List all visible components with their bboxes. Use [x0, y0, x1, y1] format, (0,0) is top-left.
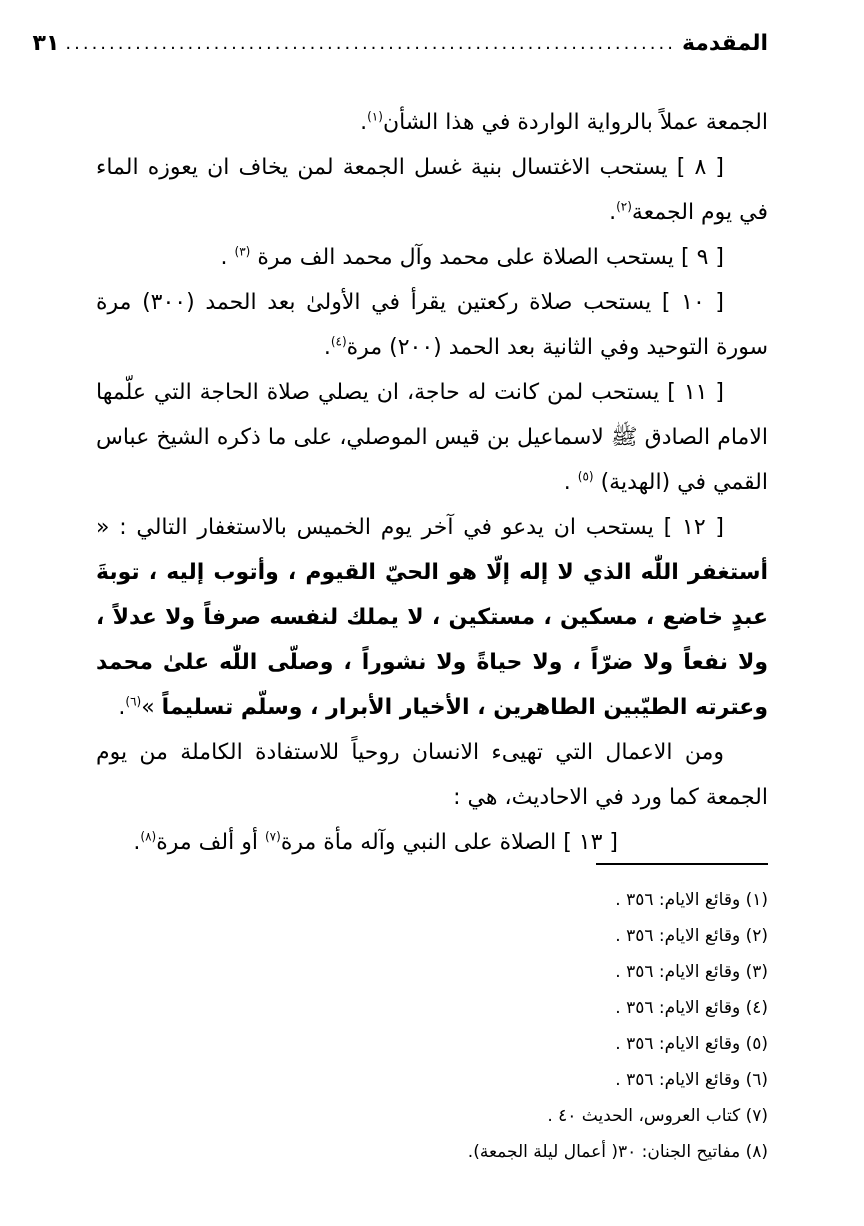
- footnote-7: (٧) كتاب العروس، الحديث ٤٠ .: [547, 1106, 768, 1126]
- footnote-1: (١) وقائع الايام: ٣٥٦ .: [615, 890, 768, 910]
- footnote-8: (٨) مفاتيح الجنان: ٣٠( أعمال ليلة الجمعة).: [467, 1142, 768, 1162]
- chapter-title: المقدمة: [681, 31, 768, 56]
- footnote-ref: (٧): [264, 829, 281, 844]
- footnote-4: (٤) وقائع الايام: ٣٥٦ .: [615, 998, 768, 1018]
- paragraph-tail: .: [563, 470, 578, 495]
- item-12: [96, 505, 768, 730]
- footnote-5: (٥) وقائع الايام: ٣٥٦ .: [615, 1034, 768, 1054]
- paragraph-text: [ ١٣ ] الصلاة على النبي وآله مأة مرة: [280, 830, 618, 855]
- item-10: [96, 280, 768, 370]
- footnote-ref: (٢): [616, 199, 632, 214]
- paragraph-text: ومن الاعمال التي تهيىء الانسان روحياً للاستفادة الكاملة من يوم الجمعة كما ورد في الاحاديث، هي :: [96, 740, 768, 810]
- paragraph-text: أو ألف مرة: [156, 830, 265, 855]
- footnote-ref: (٣): [234, 244, 251, 259]
- paragraph-tail: .: [609, 200, 617, 225]
- prayer-quote: أستغفر اللّٰه الذي لا إله إلّا هو الحيّ القيوم ، وأتوب إليه ، توبةَ عبدٍ خاضع ، مسكين ، مستكين ، لا يملك لنفسه صرفاً ولا عدلاً ، ولا نفعاً ولا ضرّاً ، ولا حياةً ولا نشوراً ، وصلّى اللّٰه علىٰ محمد وعترته الطيّبين الطاهرين ، الأخيار الأبرار ، وسلّم تسليماً: [96, 560, 768, 720]
- paragraph-tail: .: [220, 245, 235, 270]
- page-number: ٣١: [32, 31, 60, 56]
- paragraph-tail: .: [133, 830, 141, 855]
- footnote-ref: (٦): [125, 694, 142, 709]
- running-header: [32, 26, 768, 62]
- footnote-ref: (٥): [577, 469, 594, 484]
- item-11: [96, 370, 768, 505]
- item-9: [96, 235, 768, 280]
- paragraph-text: [ ٩ ] يستحب الصلاة على محمد وآل محمد الف مرة: [250, 245, 724, 270]
- footnote-ref: (١): [367, 109, 383, 124]
- footnote-3: (٣) وقائع الايام: ٣٥٦ .: [615, 962, 768, 982]
- item-13: [96, 820, 768, 865]
- paragraph-intro: [96, 730, 768, 820]
- main-text: [96, 100, 768, 865]
- paragraph-text: [ ١١ ] يستحب لمن كانت له حاجة، ان يصلي صلاة الحاجة التي علّمها الامام الصادق ﷺ لاسماعيل بن قيس الموصلي، على ما ذكره الشيخ عباس القمي في (الهدية): [96, 380, 768, 495]
- footnote-separator: [596, 863, 768, 865]
- leader-dots: ......................................................................: [65, 33, 676, 54]
- paragraph-tail: .: [323, 335, 331, 360]
- quote-close: »: [141, 695, 162, 720]
- paragraph-text: الجمعة عملاً بالرواية الواردة في هذا الشأن: [382, 110, 768, 135]
- paragraph-tail: .: [360, 110, 368, 135]
- footnote-ref: (٤): [330, 334, 347, 349]
- footnote-6: (٦) وقائع الايام: ٣٥٦ .: [615, 1070, 768, 1090]
- paragraph-text: [ ١٢ ] يستحب ان يدعو في آخر يوم الخميس بالاستغفار التالي : «: [96, 515, 724, 540]
- paragraph-text: [ ١٠ ] يستحب صلاة ركعتين يقرأ في الأولىٰ بعد الحمد (٣٠٠) مرة سورة التوحيد وفي الثانية بعد الحمد (٢٠٠) مرة: [96, 290, 768, 360]
- footnote-2: (٢) وقائع الايام: ٣٥٦ .: [615, 926, 768, 946]
- paragraph-tail: .: [118, 695, 126, 720]
- footnote-ref: (٨): [140, 829, 157, 844]
- paragraph-continuation: [96, 100, 768, 145]
- item-8: [96, 145, 768, 235]
- footnotes: [96, 882, 768, 1170]
- paragraph-text: [ ٨ ] يستحب الاغتسال بنية غسل الجمعة لمن يخاف ان يعوزه الماء في يوم الجمعة: [96, 155, 768, 225]
